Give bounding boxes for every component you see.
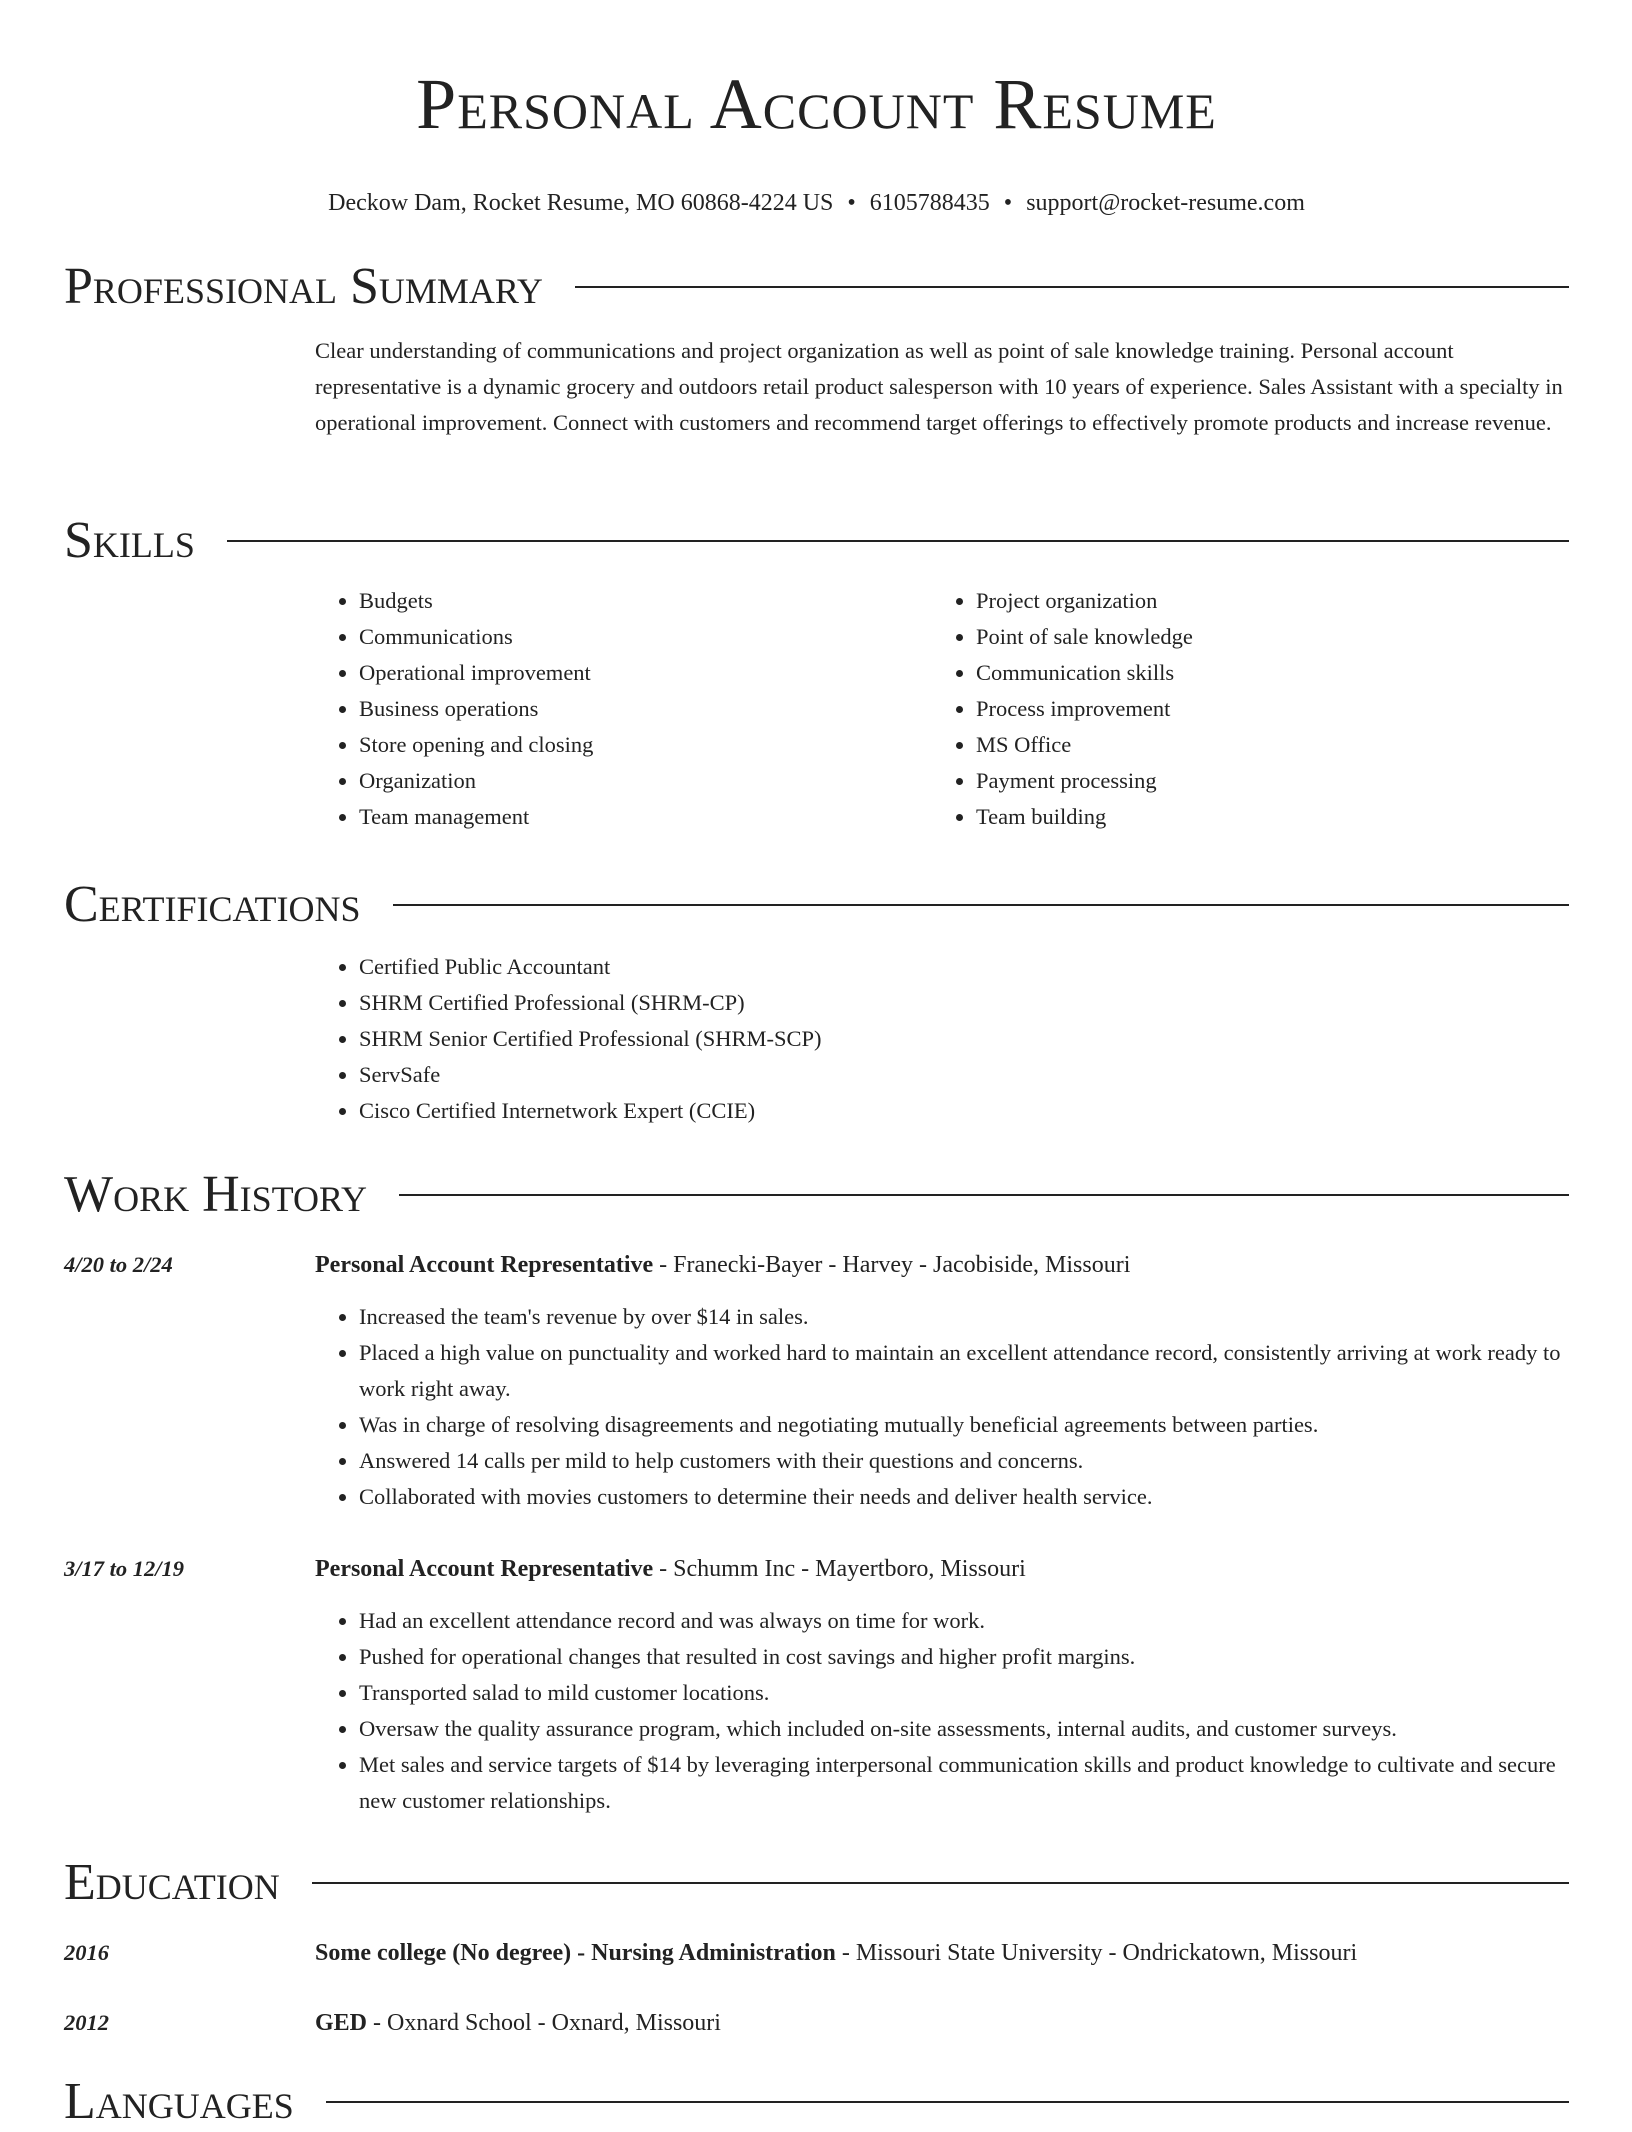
contact-address: Deckow Dam, Rocket Resume, MO 60868-4224 US xyxy=(328,190,834,216)
languages-section xyxy=(64,2072,1569,2132)
skill-item: • Communications xyxy=(359,619,932,655)
skill-item: • Budgets xyxy=(359,583,932,619)
section-divider xyxy=(393,904,1569,906)
certifications-section xyxy=(64,875,1569,1129)
section-divider xyxy=(326,2101,1569,2103)
job-bullets xyxy=(315,1587,1569,1819)
skill-item: • Payment processing xyxy=(976,763,1549,799)
section-header xyxy=(64,511,1569,571)
education-heading-line xyxy=(315,2005,1569,2041)
job-body xyxy=(315,1551,1569,1819)
skills-heading: Skills xyxy=(64,512,195,569)
certification-item: • ServSafe xyxy=(359,1057,1569,1093)
education-details: - Oxnard School - Oxnard, Missouri xyxy=(367,2010,721,2036)
job-dates: 4/20 to 2/24 xyxy=(64,1252,173,1277)
section-header xyxy=(64,1853,1569,1913)
job-bullet: • Oversaw the quality assurance program, which included on-site assessments, internal audits, and customer surveys. xyxy=(359,1711,1569,1747)
certification-item: • Cisco Certified Internetwork Expert (CCIE) xyxy=(359,1093,1569,1129)
job-bullet: • Pushed for operational changes that resulted in cost savings and higher profit margins. xyxy=(359,1639,1569,1675)
skill-item: • Operational improvement xyxy=(359,655,932,691)
job-heading xyxy=(315,1247,1569,1283)
skills-list-right xyxy=(932,583,1549,835)
resume-page xyxy=(64,0,1569,2130)
contact-line xyxy=(64,188,1569,218)
education-details: - Missouri State University - Ondrickatown, Missouri xyxy=(835,1940,1358,1966)
work-history-heading: Work History xyxy=(64,1166,368,1223)
section-header xyxy=(64,1165,1569,1225)
certification-item: • SHRM Certified Professional (SHRM-CP) xyxy=(359,985,1569,1021)
section-header xyxy=(64,2072,1569,2132)
certification-item: • SHRM Senior Certified Professional (SHRM-SCP) xyxy=(359,1021,1569,1057)
section-divider xyxy=(399,1194,1569,1196)
education-degree: GED xyxy=(315,2010,368,2036)
skill-item: • Team building xyxy=(976,799,1549,835)
job-bullet: • Transported salad to mild customer locations. xyxy=(359,1675,1569,1711)
education-year: 2016 xyxy=(64,1940,109,1965)
job-bullet: • Increased the team's revenue by over $14 in sales. xyxy=(359,1299,1569,1335)
skill-item: • Team management xyxy=(359,799,932,835)
summary-heading: Professional Summary xyxy=(64,258,543,315)
job-bullet: • Answered 14 calls per mild to help customers with their questions and concerns. xyxy=(359,1443,1569,1479)
resume-title: Personal Account Resume xyxy=(416,64,1217,144)
job-bullet: • Met sales and service targets of $14 by leveraging interpersonal communication skills and product knowledge to cultivate and secure new customer relationships. xyxy=(359,1747,1569,1819)
job-bullet: • Placed a high value on punctuality and worked hard to maintain an excellent attendance record, consistently arriving at work ready to work right away. xyxy=(359,1335,1569,1407)
certifications-content xyxy=(315,935,1569,1129)
summary-section xyxy=(64,257,1569,441)
skill-item: • MS Office xyxy=(976,727,1549,763)
skills-list-left xyxy=(315,583,932,835)
job-role: Personal Account Representative xyxy=(315,1556,654,1582)
skill-item: • Communication skills xyxy=(976,655,1549,691)
section-header xyxy=(64,875,1569,935)
job-bullet: • Was in charge of resolving disagreements and negotiating mutually beneficial agreements between parties. xyxy=(359,1407,1569,1443)
skill-item: • Business operations xyxy=(359,691,932,727)
job-body xyxy=(315,1247,1569,1515)
skill-item: • Project organization xyxy=(976,583,1549,619)
certifications-heading: Certifications xyxy=(64,876,361,933)
job-role: Personal Account Representative xyxy=(315,1252,654,1278)
job-bullets xyxy=(315,1283,1569,1515)
contact-phone: 6105788435 xyxy=(869,190,990,216)
education-entry xyxy=(64,2005,1569,2041)
contact-email: support@rocket-resume.com xyxy=(1026,190,1305,216)
education-body xyxy=(315,2005,1569,2041)
certifications-list xyxy=(315,949,1569,1129)
certification-item: • Certified Public Accountant xyxy=(359,949,1569,985)
job-bullet: • Had an excellent attendance record and was always on time for work. xyxy=(359,1603,1569,1639)
work-history-section xyxy=(64,1165,1569,1225)
skill-item: • Organization xyxy=(359,763,932,799)
job-entry xyxy=(64,1551,1569,1819)
job-details: - Schumm Inc - Mayertboro, Missouri xyxy=(653,1556,1026,1582)
skill-item: • Store opening and closing xyxy=(359,727,932,763)
section-header xyxy=(64,257,1569,317)
skill-item: • Point of sale knowledge xyxy=(976,619,1549,655)
education-section xyxy=(64,1853,1569,1913)
education-heading-line xyxy=(315,1935,1569,1971)
contact-separator: • xyxy=(1003,190,1013,216)
skills-section xyxy=(64,511,1569,835)
contact-separator: • xyxy=(847,190,856,216)
education-heading: Education xyxy=(64,1854,280,1911)
job-heading xyxy=(315,1551,1569,1587)
section-divider xyxy=(227,540,1569,542)
education-entry xyxy=(64,1935,1569,1971)
job-bullet: • Collaborated with movies customers to determine their needs and deliver health service. xyxy=(359,1479,1569,1515)
summary-content xyxy=(315,317,1569,441)
education-body xyxy=(315,1935,1569,1971)
skill-item: • Process improvement xyxy=(976,691,1549,727)
summary-text: Clear understanding of communications and project organization as well as point of sale knowledge training. Personal account representative is a dynamic grocery and outdoors retail product salesperson with 10 years of experience. Sales Assistant with a specialty in operational improvement. Connect with customers and recommend target offerings to effectively promote products and increase revenue. xyxy=(315,338,1563,435)
section-divider xyxy=(312,1882,1569,1884)
job-details: - Franecki-Bayer - Harvey - Jacobiside, Missouri xyxy=(653,1252,1131,1278)
languages-heading: Languages xyxy=(64,2073,294,2130)
education-year: 2012 xyxy=(64,2010,109,2035)
job-entry xyxy=(64,1247,1569,1515)
job-dates: 3/17 to 12/19 xyxy=(64,1556,185,1581)
education-degree: Some college (No degree) - Nursing Administration xyxy=(315,1940,836,1966)
section-divider xyxy=(575,286,1569,288)
skills-grid xyxy=(315,571,1569,835)
